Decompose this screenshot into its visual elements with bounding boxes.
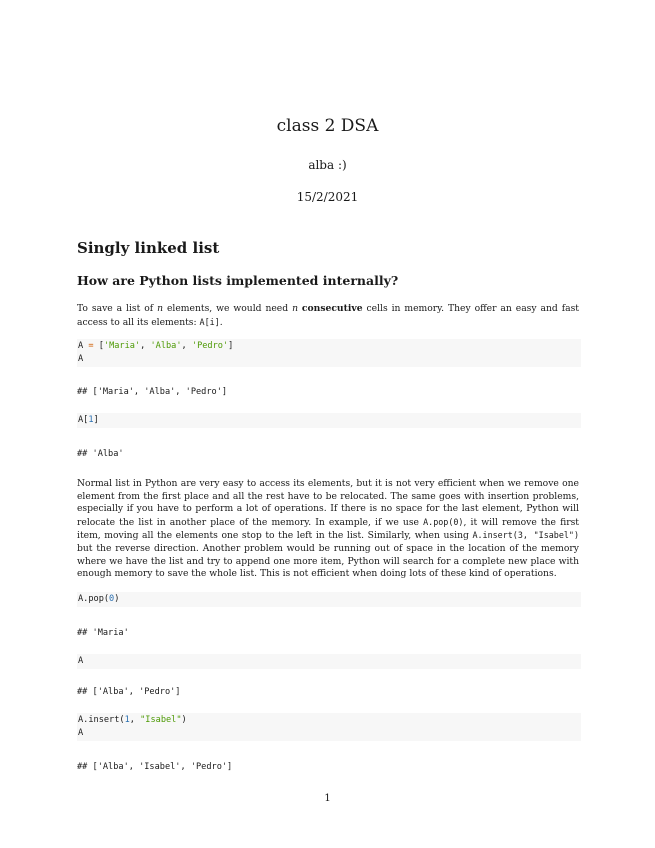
subsection-heading: How are Python lists implemented internally? (77, 273, 399, 288)
code-output: ## ['Alba', 'Isabel', 'Pedro'] (77, 762, 233, 772)
code-block: A.pop(0) (77, 592, 581, 607)
code-block: A.insert(1, "Isabel") A (77, 713, 581, 741)
paragraph-intro: To save a list of n elements, we would need n consecutive cells in memory. They offer an easy and fast access to all its elements: A[i]. (77, 303, 580, 328)
code-block: A = ['Maria', 'Alba', 'Pedro'] A (77, 339, 581, 367)
doc-title: class 2 DSA (276, 116, 379, 136)
code-output: ## ['Maria', 'Alba', 'Pedro'] (77, 387, 228, 397)
paragraph-explanation: Normal list in Python are very easy to access its elements, but it is not very efficient when we remove one element from the first place and all the rest have to be relocated. The same goes with insertion problems, especially if you have to perform a lot of operations. If there is no space for the last element, Python will relocate the list in another place of the memory. In example, if we use A.pop(0), it will remove the first item, moving all the elements one stop to the left in the list. Similarly, when using A.insert(3, "Isabel") but the reverse direction. Another problem would be running out of space in the location of the memory where we have the list and try to append one more item, Python will search for a complete new place with enough memory to save the whole list. This is not efficient when doing lots of these kind of operations. (77, 478, 580, 580)
doc-author: alba :) (308, 158, 347, 172)
doc-date: 15/2/2021 (296, 190, 359, 204)
code-block: A[1] (77, 413, 581, 428)
code-output: ## 'Maria' (77, 628, 129, 638)
code-output: ## 'Alba' (77, 449, 124, 459)
inline-code: A.insert(3, "Isabel") (472, 530, 580, 541)
inline-code: A.pop(0) (423, 516, 464, 527)
code-block: A (77, 654, 581, 669)
inline-code: A[i] (199, 316, 220, 327)
page-number: 1 (324, 793, 331, 804)
section-heading: Singly linked list (77, 239, 220, 257)
code-output: ## ['Alba', 'Pedro'] (77, 687, 181, 697)
